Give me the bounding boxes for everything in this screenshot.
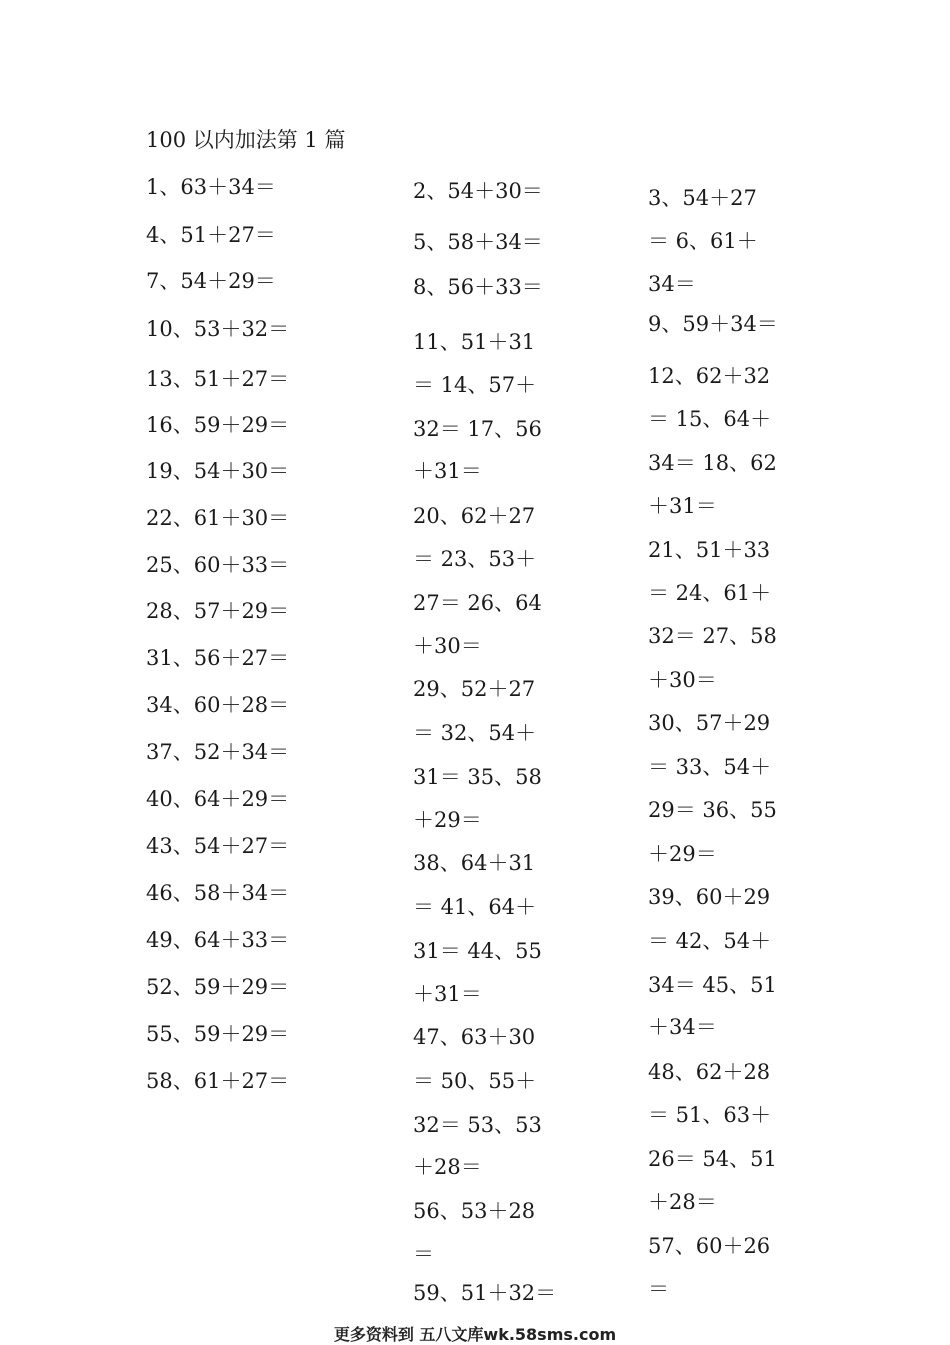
- problem-line: 10、53＋32＝: [146, 317, 290, 341]
- problem-line: 49、64＋33＝: [146, 928, 290, 952]
- problem-line: 34＝ 45、51: [648, 973, 777, 997]
- problem-line: 39、60＋29: [648, 885, 771, 909]
- problem-line: ＋28＝: [413, 1155, 482, 1179]
- problem-line: 11、51＋31: [413, 330, 536, 354]
- problem-line: 28、57＋29＝: [146, 599, 290, 623]
- problem-line: ＝ 15、64＋: [648, 407, 772, 431]
- problem-line: ＝ 41、64＋: [413, 895, 537, 919]
- problem-line: 46、58＋34＝: [146, 881, 290, 905]
- page-title: 100 以内加法第 1 篇: [146, 128, 346, 152]
- problem-line: ＝ 32、54＋: [413, 721, 537, 745]
- problem-line: 9、59＋34＝: [648, 312, 778, 336]
- problem-line: 38、64＋31: [413, 851, 536, 875]
- problem-line: ＋29＝: [413, 808, 482, 832]
- problem-line: 56、53＋28: [413, 1199, 536, 1223]
- problem-line: 52、59＋29＝: [146, 975, 290, 999]
- problem-line: ＝ 50、55＋: [413, 1069, 537, 1093]
- problem-line: 31、56＋27＝: [146, 646, 290, 670]
- problem-line: 57、60＋26: [648, 1234, 771, 1258]
- problem-line: 22、61＋30＝: [146, 506, 290, 530]
- problem-line: 16、59＋29＝: [146, 413, 290, 437]
- problem-line: ＋28＝: [648, 1190, 717, 1214]
- problem-line: 4、51＋27＝: [146, 223, 276, 247]
- problem-line: 34＝: [648, 272, 696, 296]
- problem-line: ＋29＝: [648, 842, 717, 866]
- problem-line: 26＝ 54、51: [648, 1147, 777, 1171]
- problem-line: ＝ 24、61＋: [648, 581, 772, 605]
- problem-line: ＝ 14、57＋: [413, 373, 537, 397]
- problem-line: 43、54＋27＝: [146, 834, 290, 858]
- problem-line: 29、52＋27: [413, 677, 536, 701]
- problem-line: 32＝ 17、56: [413, 417, 542, 441]
- problem-line: 2、54＋30＝: [413, 179, 543, 203]
- problem-line: ＝ 42、54＋: [648, 929, 772, 953]
- problem-line: 37、52＋34＝: [146, 740, 290, 764]
- problem-line: ＋31＝: [648, 494, 717, 518]
- problem-line: 40、64＋29＝: [146, 787, 290, 811]
- problem-line: 29＝ 36、55: [648, 798, 777, 822]
- problem-line: 7、54＋29＝: [146, 269, 276, 293]
- problem-line: 59、51＋32＝: [413, 1281, 557, 1305]
- problem-line: ＝ 23、53＋: [413, 547, 537, 571]
- problem-line: 48、62＋28: [648, 1060, 771, 1084]
- problem-line: 27＝ 26、64: [413, 591, 542, 615]
- problem-line: 5、58＋34＝: [413, 230, 543, 254]
- problem-line: 55、59＋29＝: [146, 1022, 290, 1046]
- problem-line: 34＝ 18、62: [648, 451, 777, 475]
- problem-line: 32＝ 27、58: [648, 624, 777, 648]
- problem-line: ＋34＝: [648, 1015, 717, 1039]
- problem-line: 19、54＋30＝: [146, 459, 290, 483]
- problem-line: ＝: [413, 1242, 434, 1266]
- problem-line: 30、57＋29: [648, 711, 771, 735]
- problem-line: 31＝ 44、55: [413, 939, 542, 963]
- problem-line: ＝ 33、54＋: [648, 755, 772, 779]
- problem-line: 34、60＋28＝: [146, 693, 290, 717]
- problem-line: ＋30＝: [413, 634, 482, 658]
- problem-line: ＋31＝: [413, 982, 482, 1006]
- footer-watermark: 更多资料到 五八文库wk.58sms.com: [333, 1325, 617, 1344]
- problem-line: 20、62＋27: [413, 504, 536, 528]
- problem-line: 8、56＋33＝: [413, 275, 543, 299]
- problem-line: 25、60＋33＝: [146, 553, 290, 577]
- problem-line: ＋31＝: [413, 459, 482, 483]
- problem-line: ＝: [648, 1277, 669, 1301]
- problem-line: 21、51＋33: [648, 538, 771, 562]
- problem-line: 12、62＋32: [648, 364, 771, 388]
- problem-line: 47、63＋30: [413, 1025, 536, 1049]
- problem-line: 13、51＋27＝: [146, 367, 290, 391]
- problem-line: ＋30＝: [648, 668, 717, 692]
- problem-line: 3、54＋27: [648, 186, 757, 210]
- problem-line: 58、61＋27＝: [146, 1069, 290, 1093]
- problem-line: 32＝ 53、53: [413, 1113, 542, 1137]
- problem-line: 31＝ 35、58: [413, 765, 542, 789]
- problem-line: ＝ 51、63＋: [648, 1103, 772, 1127]
- problem-line: 1、63＋34＝: [146, 175, 276, 199]
- problem-line: ＝ 6、61＋: [648, 229, 758, 253]
